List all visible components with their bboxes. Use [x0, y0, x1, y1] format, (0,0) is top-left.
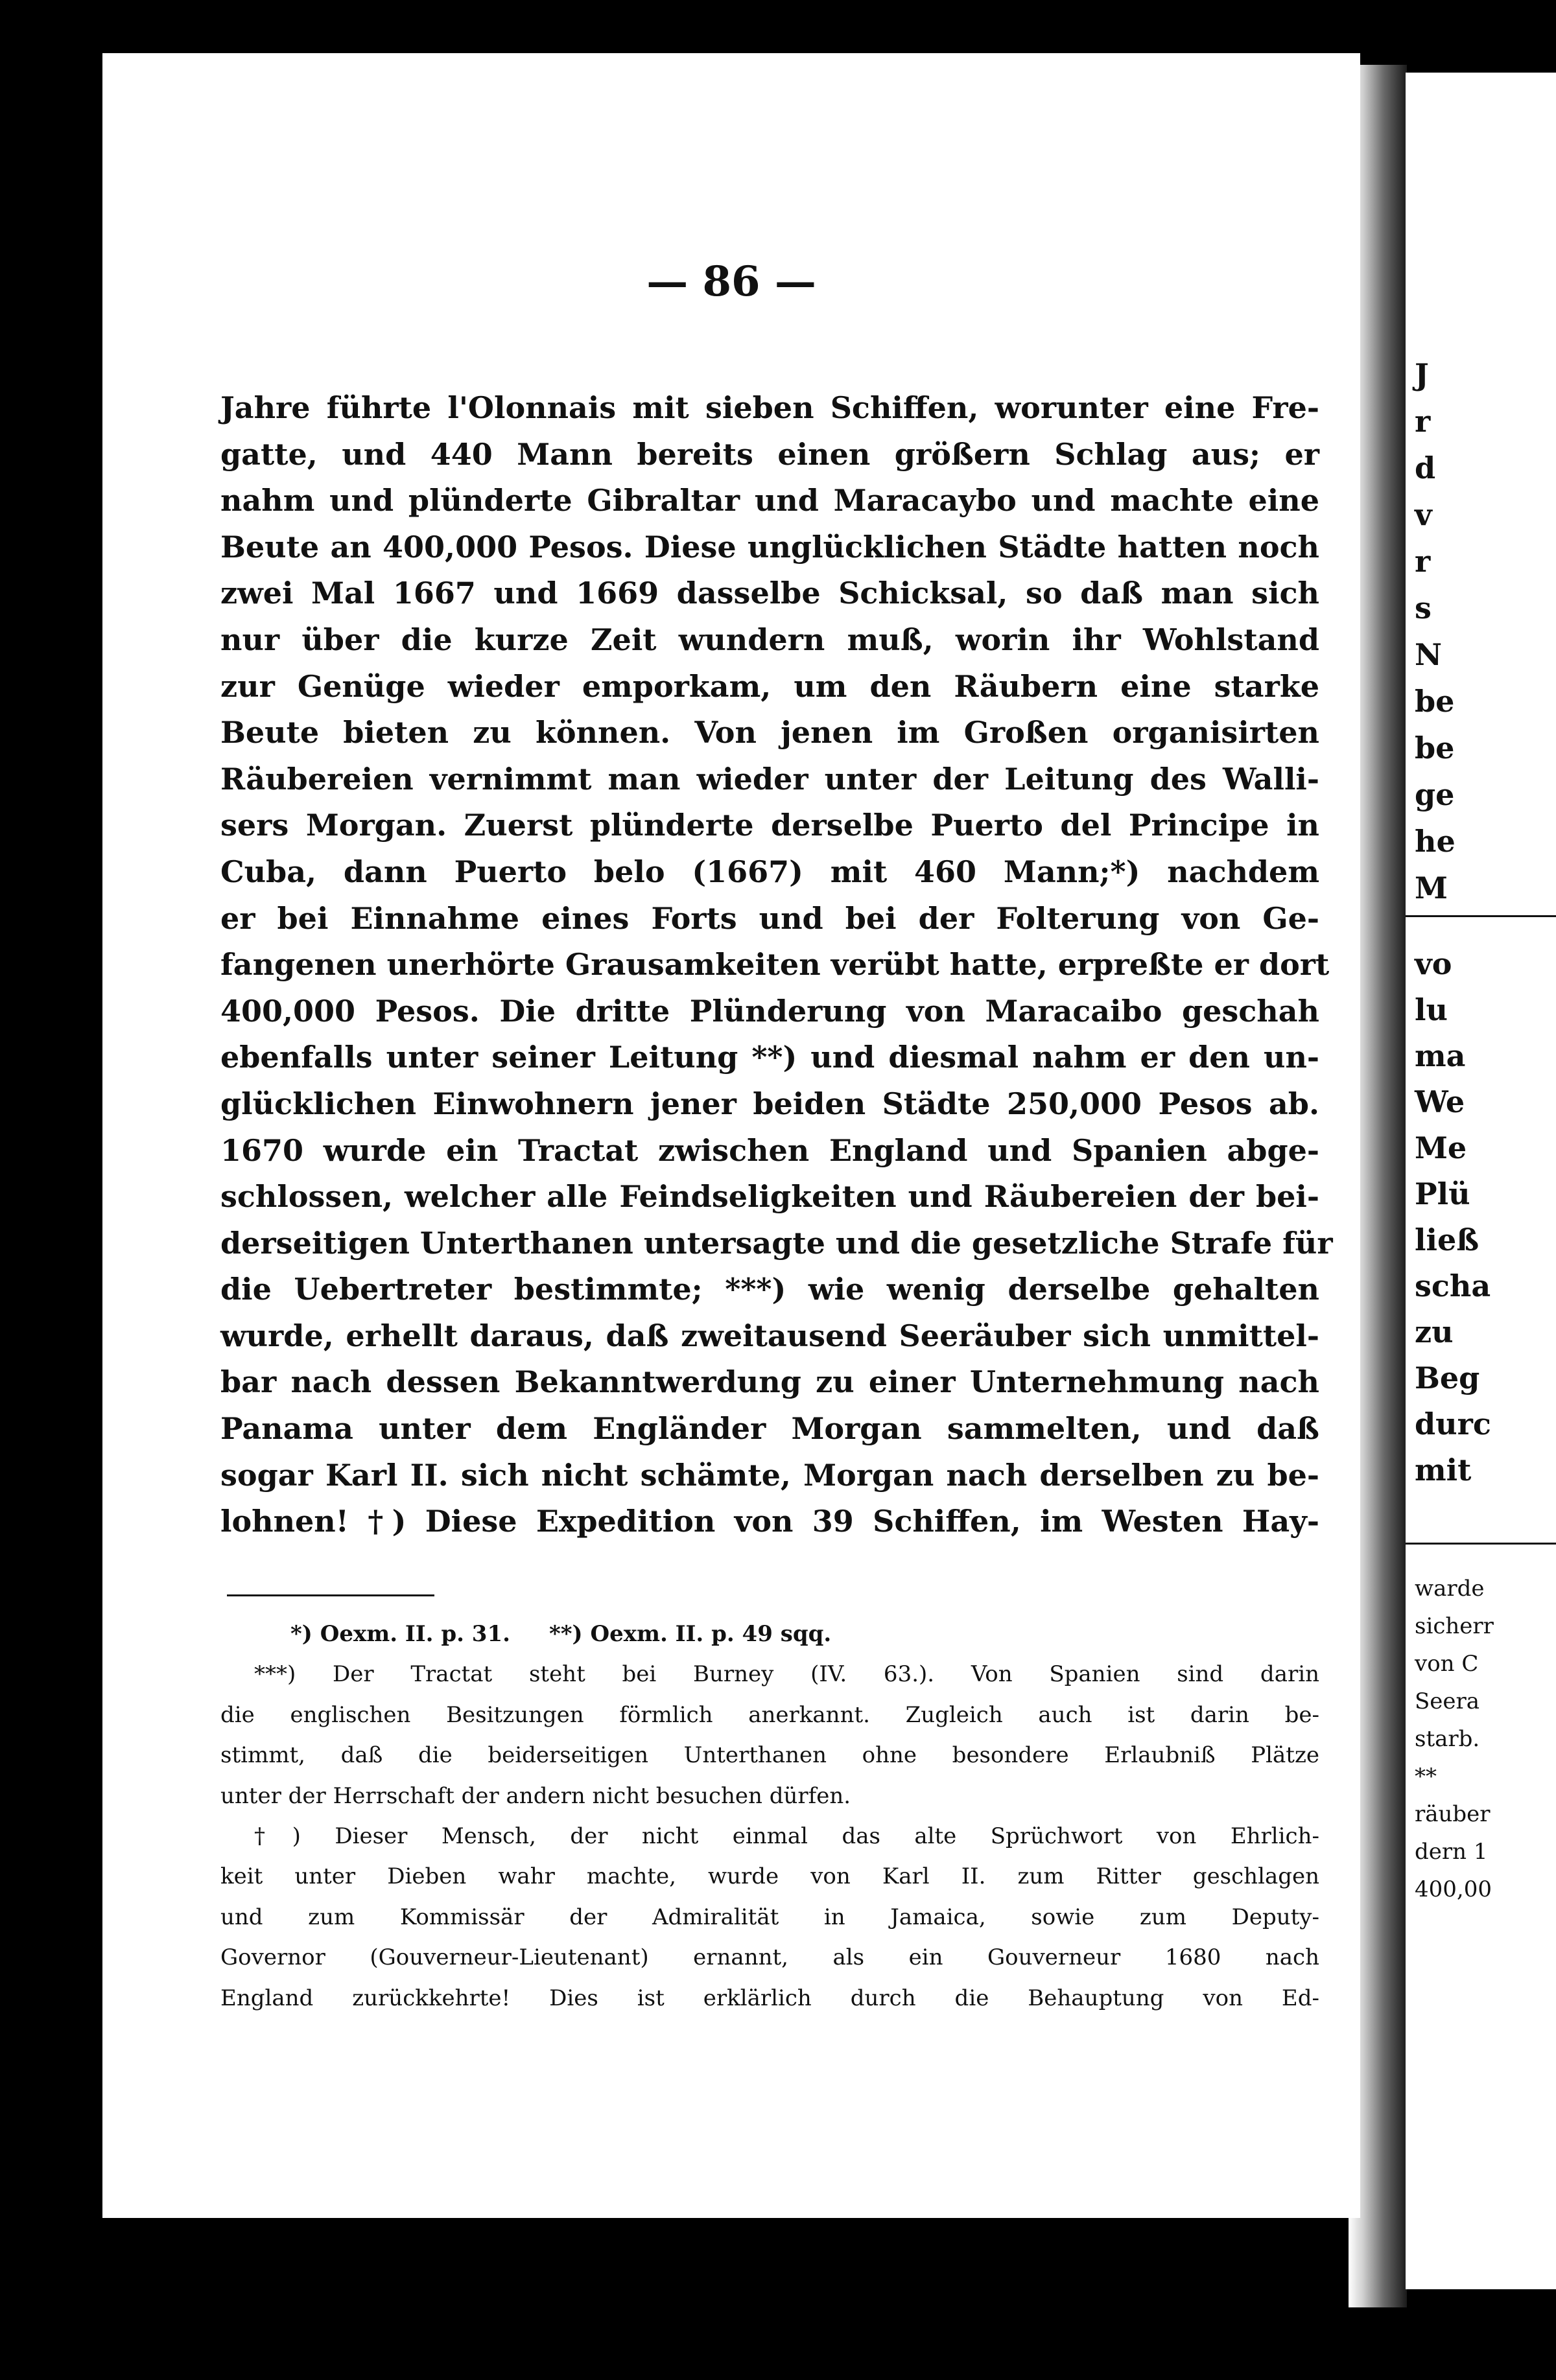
text-line: schlossen, welcher alle Feindseligkeiten und Räubereien der bei- — [220, 1179, 1319, 1215]
footnote-3-line: unter der Herrschaft der andern nicht besuchen dürfen. — [220, 1782, 851, 1809]
text-line: nahm und plünderte Gibraltar und Maracaybo und machte eine — [220, 483, 1319, 519]
text-line: lohnen! †) Diese Expedition von 39 Schiffen, im Westen Hay- — [220, 1504, 1319, 1539]
facing-footnote-line: 400,00 — [1415, 1876, 1492, 1902]
footnote-1: *) Oexm. II. p. 31. — [290, 1621, 510, 1647]
facing-line: zu — [1415, 1314, 1454, 1349]
text-line: gatte, und 440 Mann bereits einen größern Schlag aus; er — [220, 436, 1319, 472]
text-line: bar nach dessen Bekanntwerdung zu einer Unternehmung nach — [220, 1364, 1319, 1400]
facing-line: M — [1415, 870, 1448, 905]
text-line: sogar Karl II. sich nicht schämte, Morgan nach derselben zu be- — [220, 1457, 1319, 1493]
facing-top-text — [1406, 351, 1556, 911]
footnote-4-line: England zurückkehrte! Dies ist erklärlich durch die Behauptung von Ed- — [220, 1985, 1319, 2011]
footnote-oexm-line — [220, 1614, 1319, 1654]
facing-line: Beg — [1415, 1360, 1480, 1395]
facing-footnote-line: starb. — [1415, 1726, 1480, 1752]
facing-footnote-rule — [1406, 1543, 1556, 1545]
footnote-4-line: †) Dieser Mensch, der nicht einmal das alte Sprüchwort von Ehrlich- — [254, 1823, 1319, 1849]
text-line: wurde, erhellt daraus, daß zweitausend Seeräuber sich unmittel- — [220, 1318, 1319, 1353]
facing-line: v — [1415, 497, 1432, 532]
facing-line: ma — [1415, 1038, 1466, 1073]
facing-line: be — [1415, 730, 1455, 765]
facing-footnote-line: von C — [1415, 1651, 1479, 1677]
text-line: 1670 wurde ein Tractat zwischen England und Spanien abge- — [220, 1132, 1319, 1168]
facing-footnote-line: dern 1 — [1415, 1839, 1488, 1865]
facing-line: Plü — [1415, 1176, 1470, 1211]
text-line: sers Morgan. Zuerst plünderte derselbe Puerto del Principe in — [220, 808, 1319, 843]
main-text — [220, 385, 1333, 1545]
text-line: die Uebertreter bestimmte; ***) wie wenig derselbe gehalten — [220, 1272, 1319, 1307]
page-number: — 86 — — [646, 257, 816, 306]
facing-line: J — [1415, 357, 1429, 392]
facing-footnote-line: sicherr — [1415, 1613, 1494, 1639]
facing-line: he — [1415, 824, 1456, 859]
text-line: Cuba, dann Puerto belo (1667) mit 460 Mann;*) nachdem — [220, 854, 1319, 889]
facing-line: r — [1415, 544, 1431, 579]
facing-footnote-line: Seera — [1415, 1688, 1480, 1714]
text-line: fangenen unerhörte Grausamkeiten verübt hatte, erpreßte er dort — [220, 947, 1330, 983]
text-line: nur über die kurze Zeit wundern muß, worin ihr Wohlstand — [220, 622, 1319, 657]
facing-footnote-line: ** — [1415, 1764, 1437, 1790]
book-page — [102, 53, 1360, 2218]
text-line: ebenfalls unter seiner Leitung **) und diesmal nahm er den un- — [220, 1040, 1319, 1075]
facing-mid-text — [1406, 941, 1556, 1493]
footnote-2: **) Oexm. II. p. 49 sqq. — [548, 1621, 832, 1647]
text-line: er bei Einnahme eines Forts und bei der Folterung von Ge- — [220, 900, 1319, 936]
facing-line: d — [1415, 450, 1436, 485]
text-line: zur Genüge wieder emporkam, um den Räubern eine starke — [220, 668, 1319, 704]
facing-line: durc — [1415, 1406, 1491, 1441]
facing-line: r — [1415, 404, 1431, 439]
facing-line: be — [1415, 684, 1455, 719]
facing-line: vo — [1415, 946, 1452, 981]
facing-line: ließ — [1415, 1222, 1479, 1257]
facing-line: lu — [1415, 992, 1448, 1027]
text-line: Räubereien vernimmt man wieder unter der Leitung des Walli- — [220, 761, 1319, 797]
facing-line: mit — [1415, 1452, 1472, 1488]
facing-page — [1406, 73, 1556, 2289]
footnote-4-line: und zum Kommissär der Admiralität in Jamaica, sowie zum Deputy- — [220, 1904, 1319, 1930]
footnote-3-line: stimmt, daß die beiderseitigen Unterthanen ohne besondere Erlaubniß Plätze — [220, 1742, 1319, 1769]
facing-footnote-line: warde — [1415, 1576, 1485, 1602]
text-line: Jahre führte l'Olonnais mit sieben Schiffen, worunter eine Fre- — [220, 390, 1319, 425]
facing-line: We — [1415, 1084, 1465, 1119]
facing-line: scha — [1415, 1268, 1491, 1303]
footnote-3-line: ***) Der Tractat steht bei Burney (IV. 63.). Von Spanien sind darin — [254, 1661, 1319, 1688]
text-line: derseitigen Unterthanen untersagte und die gesetzliche Strafe für — [220, 1225, 1333, 1261]
facing-line: Me — [1415, 1130, 1467, 1165]
facing-footnote-line: räuber — [1415, 1801, 1491, 1827]
text-line: 400,000 Pesos. Die dritte Plünderung von Maracaibo geschah — [220, 993, 1319, 1029]
footnote-4-line: keit unter Dieben wahr machte, wurde von Karl II. zum Ritter geschlagen — [220, 1863, 1319, 1890]
footnote-3-line: die englischen Besitzungen förmlich anerkannt. Zugleich auch ist darin be- — [220, 1701, 1319, 1728]
footnote-rule — [227, 1594, 434, 1596]
text-line: Panama unter dem Engländer Morgan sammelten, und daß — [220, 1411, 1319, 1447]
facing-rule — [1406, 915, 1556, 917]
text-line: glücklichen Einwohnern jener beiden Städte 250,000 Pesos ab. — [220, 1086, 1319, 1121]
footnote-4-line: Governor (Gouverneur-Lieutenant) ernannt, als ein Gouverneur 1680 nach — [220, 1944, 1319, 1971]
facing-line: ge — [1415, 777, 1455, 812]
text-line: Beute bieten zu können. Von jenen im Großen organisirten — [220, 715, 1319, 751]
footnotes — [220, 1614, 1319, 2018]
text-line: zwei Mal 1667 und 1669 dasselbe Schicksal, so daß man sich — [220, 576, 1319, 611]
text-line: Beute an 400,000 Pesos. Diese unglücklichen Städte hatten noch — [220, 529, 1319, 565]
facing-footnotes — [1406, 1570, 1556, 1908]
facing-line: s — [1415, 590, 1432, 625]
facing-line: N — [1415, 637, 1443, 672]
